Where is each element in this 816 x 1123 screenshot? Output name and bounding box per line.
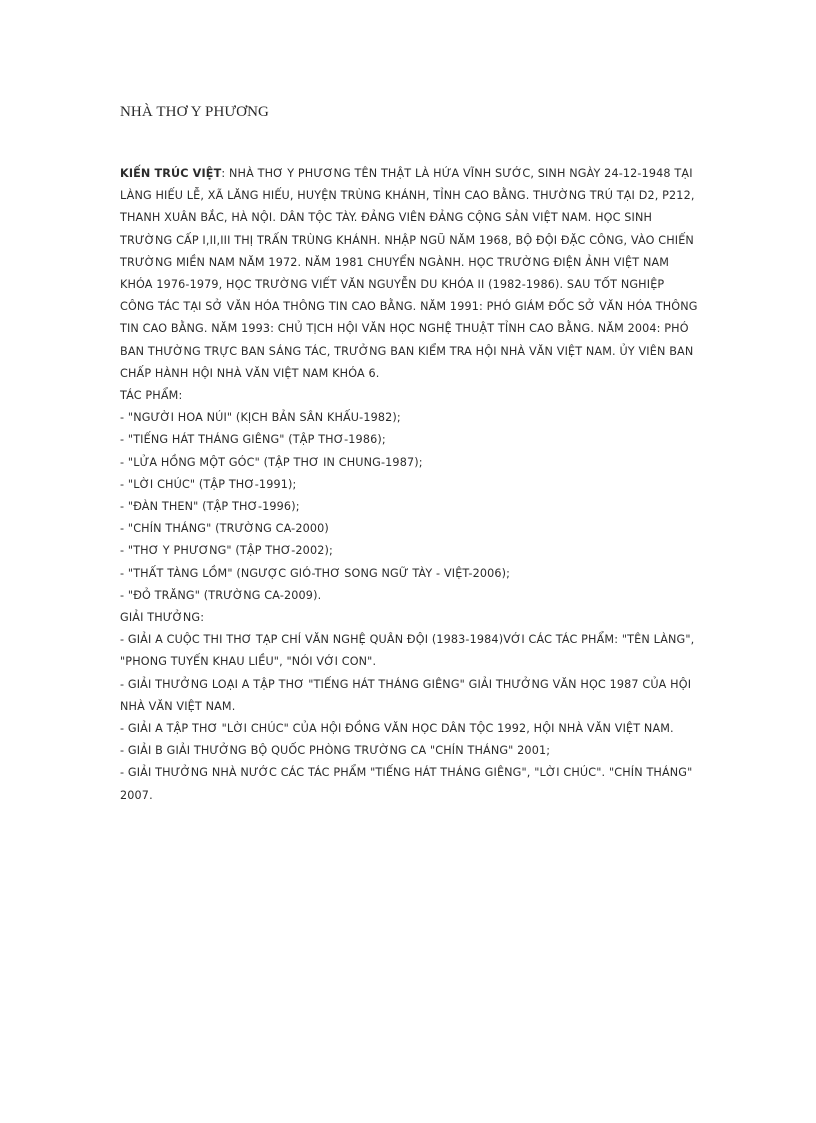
document-body [120, 163, 700, 807]
work-item: - "THƠ Y PHƯƠNG" (TẬP THƠ-2002); [120, 544, 333, 558]
award-item: - GIẢI THƯỞNG LOẠI A TẬP THƠ "TIẾNG HÁT THÁNG GIÊNG" GIẢI THƯỞNG VĂN HỌC 1987 CỦA HỘI NHÀ VĂN VIỆT NAM. [120, 677, 692, 713]
award-item: - GIẢI B GIẢI THƯỞNG BỘ QUỐC PHÒNG TRƯỜNG CA "CHÍN THÁNG" 2001; [120, 744, 551, 758]
work-item: - "ĐÀN THEN" (TẬP THƠ-1996); [120, 500, 300, 514]
work-item: - "LỜI CHÚC" (TẬP THƠ-1991); [120, 477, 297, 491]
work-item: - "TIẾNG HÁT THÁNG GIÊNG" (TẬP THƠ-1986); [120, 433, 386, 447]
intro-paragraph [120, 163, 700, 385]
intro-text: : NHÀ THƠ Y PHƯƠNG TÊN THẬT LÀ HỨA VĨNH SƯỚC, SINH NGÀY 24-12-1948 TẠI LÀNG HIẾU LỄ, XÃ LĂNG HIẾU, HUYỆN TRÙNG KHÁNH, TỈNH CAO BẰNG. THƯỜNG TRÚ TẠI D2, P212, THANH XUÂN BẮC, HÀ NỘI. DÂN TỘC TÀY. ĐẢNG VIÊN ĐẢNG CỘNG SẢN VIỆT NAM. HỌC SINH TRƯỜNG CẤP I,II,III THỊ TRẤN TRÙNG KHÁNH. NHẬP NGŨ NĂM 1968, BỘ ĐỘI ĐẶC CÔNG, VÀO CHIẾN TRƯỜNG MIỀN NAM NĂM 1972. NĂM 1981 CHUYỂN NGÀNH. HỌC TRƯỜNG ĐIỆN ẢNH VIỆT NAM KHÓA 1976-1979, HỌC TRƯỜNG VIẾT VĂN NGUYỄN DU KHÓA II (1982-1986). SAU TỐT NGHIỆP CÔNG TÁC TẠI SỞ VĂN HÓA THÔNG TIN CAO BẰNG. NĂM 1991: PHÓ GIÁM ĐỐC SỞ VĂN HÓA THÔNG TIN CAO BẰNG. NĂM 1993: CHỦ TỊCH HỘI VĂN HỌC NGHỆ THUẬT TỈNH CAO BẰNG. NĂM 2004: PHÓ BAN THƯỜNG TRỰC BAN SÁNG TÁC, TRƯỞNG BAN KIỂM TRA HỘI NHÀ VĂN VIỆT NAM. ỦY VIÊN BAN CHẤP HÀNH HỘI NHÀ VĂN VIỆT NAM KHÓA 6. [120, 167, 698, 380]
award-item: - GIẢI THƯỞNG NHÀ NƯỚC CÁC TÁC PHẨM "TIẾNG HÁT THÁNG GIÊNG", "LỜI CHÚC". "CHÍN THÁNG" 2007. [120, 766, 693, 802]
works-heading: TÁC PHẨM: [120, 389, 183, 403]
work-item: - "LỬA HỒNG MỘT GÓC" (TẬP THƠ IN CHUNG-1987); [120, 455, 423, 469]
awards-heading: GIẢI THƯỞNG: [120, 611, 205, 625]
work-item: - "CHÍN THÁNG" (TRƯỜNG CA-2000) [120, 522, 329, 536]
work-item: - "ĐỎ TRĂNG" (TRƯỜNG CA-2009). [120, 588, 322, 602]
work-item: - "NGƯỜI HOA NÚI" (KỊCH BẢN SÂN KHẤU-1982); [120, 411, 401, 425]
work-item: - "THẤT TÀNG LỒM" (NGƯỢC GIÓ-THƠ SONG NGỮ TÀY - VIỆT-2006); [120, 566, 511, 580]
intro-label: KIẾN TRÚC VIỆT [120, 167, 222, 180]
award-item: - GIẢI A CUỘC THI THƠ TẠP CHÍ VĂN NGHỆ QUÂN ĐỘI (1983-1984)VỚI CÁC TÁC PHẨM: "TÊN LÀNG", "PHONG TUYẾN KHAU LIỀU", "NÓI VỚI CON". [120, 633, 695, 669]
award-item: - GIẢI A TẬP THƠ "LỜI CHÚC" CỦA HỘI ĐỒNG VĂN HỌC DÂN TỘC 1992, HỘI NHÀ VĂN VIỆT NAM. [120, 722, 674, 736]
document-title: NHÀ THƠ Y PHƯƠNG [120, 104, 269, 120]
